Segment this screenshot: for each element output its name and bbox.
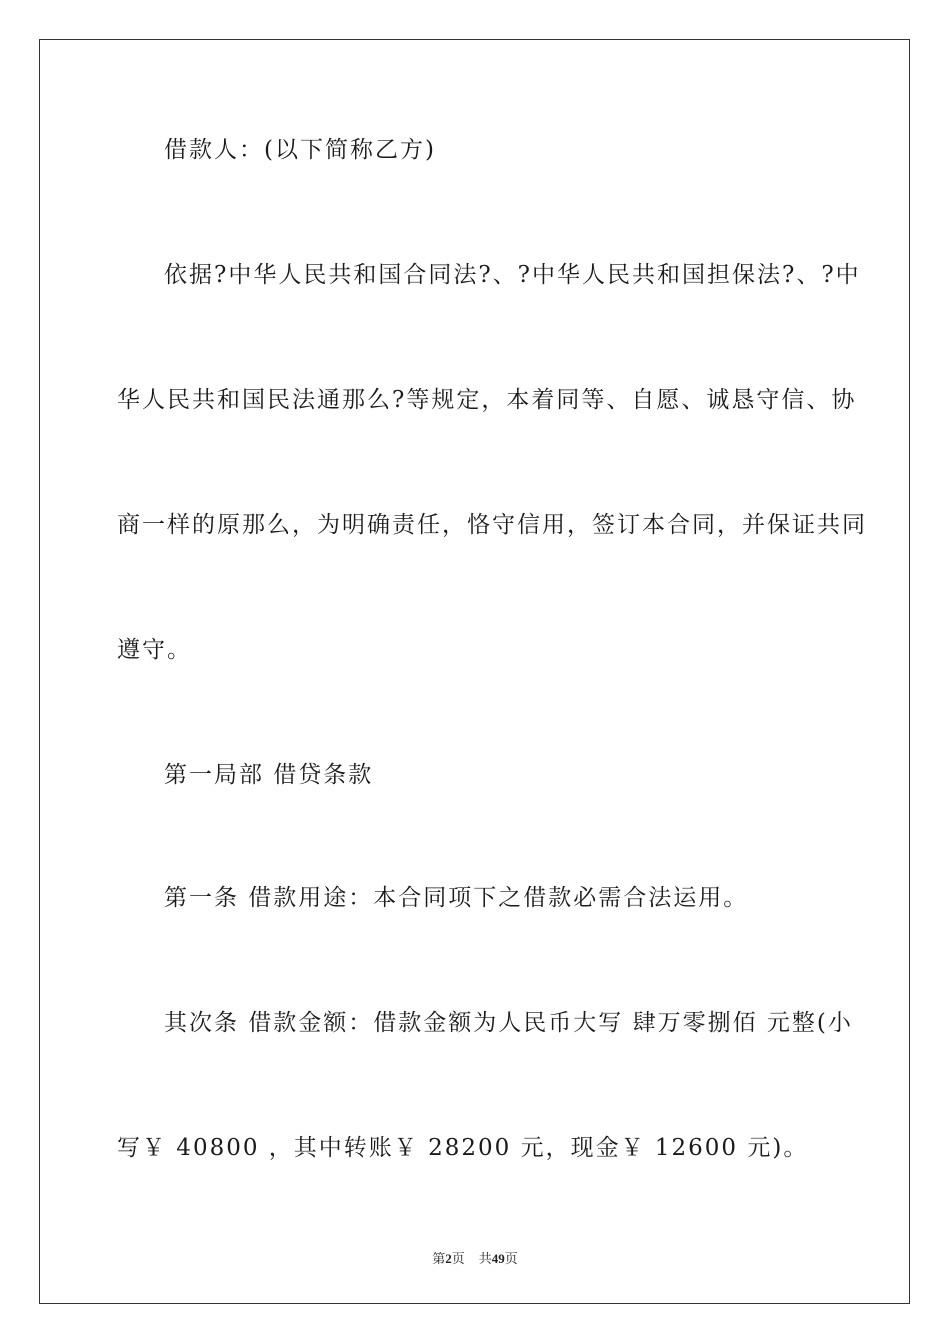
page-prefix: 第 [432,1251,446,1266]
paragraph-line: 依据?中华人民共和国合同法?、?中华人民共和国担保法?、?中 [164,262,861,288]
article-line: 其次条 借款金额：借款金额为人民币大写 肆万零捌佰 元整(小 [164,1010,853,1036]
borrower-line: 借款人：(以下简称乙方) [164,137,436,163]
page-footer [0,1248,950,1267]
total-prefix: 共 [478,1251,492,1266]
section-heading: 第一局部 借贷条款 [164,762,374,788]
page-suffix: 页 [451,1251,465,1266]
article-line: 第一条 借款用途：本合同项下之借款必需合法运用。 [164,885,749,911]
article-line: 写￥ 40800 ，其中转账￥ 28200 元，现金￥ 12600 元)。 [117,1135,809,1161]
paragraph-line: 遵守。 [117,637,192,663]
page-frame [39,39,910,1304]
page-total: 49 [491,1251,505,1266]
paragraph-line: 华人民共和国民法通那么?等规定，本着同等、自愿、诚恳守信、协 [117,387,857,413]
page-current: 2 [445,1251,452,1266]
paragraph-line: 商一样的原那么，为明确责任，恪守信用，签订本合同，并保证共同 [117,512,867,538]
total-suffix: 页 [504,1251,518,1266]
